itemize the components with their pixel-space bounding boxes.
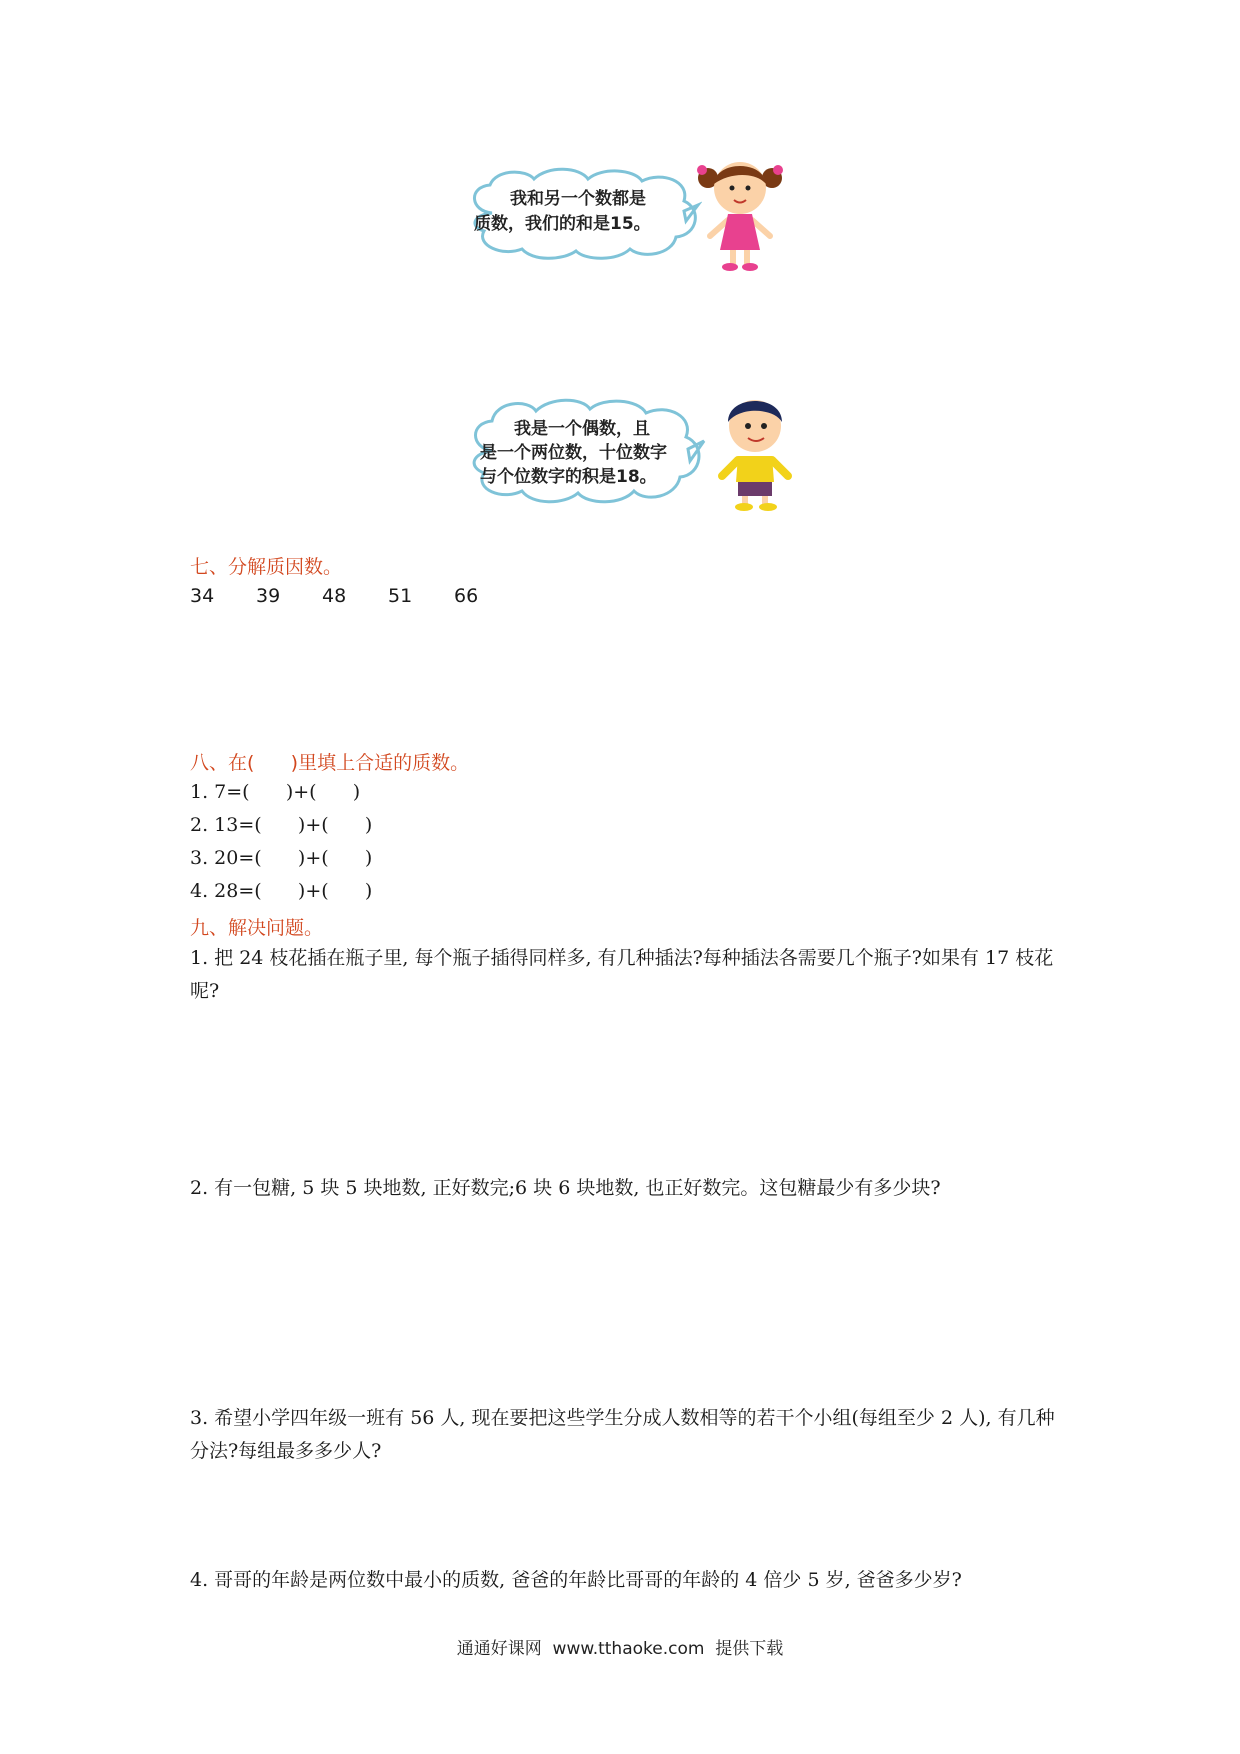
page-footer: 通通好课网 www.tthaoke.com 提供下载 [456, 1639, 784, 1659]
number-item: 34 [190, 585, 215, 607]
section-9-title: 九、解决问题。 [190, 917, 324, 939]
number-item: 66 [454, 585, 479, 607]
number-item: 51 [388, 585, 413, 607]
section-7-title: 七、分解质因数。 [190, 556, 343, 578]
bubble-line-2: 质数，我们的和是15。 [474, 214, 651, 234]
number-list [190, 585, 520, 607]
number-item: 48 [322, 585, 347, 607]
fill-item: 1. 7=( )+( ) [190, 781, 361, 803]
question-2: 2. 有一包糖, 5 块 5 块地数, 正好数完;6 块 6 块地数, 也正好数完。这包糖最少有多少块? [190, 1177, 941, 1199]
speech-bubble-boy [462, 395, 712, 507]
girl-illustration [690, 150, 790, 275]
fill-item: 4. 28=( )+( ) [190, 880, 373, 902]
question-3: 3. 希望小学四年级一班有 56 人, 现在要把这些学生分成人数相等的若干个小组(每组至少 2 人), 有几种分法?每组最多多少人? [190, 1407, 1055, 1462]
question-1: 1. 把 24 枝花插在瓶子里, 每个瓶子插得同样多, 有几种插法?每种插法各需要几个瓶子?如果有 17 枝花呢? [190, 947, 1054, 1002]
bubble-line-1: 我是一个偶数，且 [514, 419, 650, 439]
section-8-title: 八、在( )里填上合适的质数。 [190, 752, 470, 774]
bubble-line-3: 与个位数字的积是18。 [480, 467, 657, 487]
question-4: 4. 哥哥的年龄是两位数中最小的质数, 爸爸的年龄比哥哥的年龄的 4 倍少 5 岁, 爸爸多少岁? [190, 1569, 962, 1591]
boy-illustration [710, 390, 800, 515]
bubble-line-2: 是一个两位数，十位数字 [480, 443, 667, 463]
number-item: 39 [256, 585, 281, 607]
fill-item: 3. 20=( )+( ) [190, 847, 373, 869]
speech-bubble-girl [462, 165, 702, 261]
bubble-line-1: 我和另一个数都是 [510, 189, 646, 209]
fill-item: 2. 13=( )+( ) [190, 814, 373, 836]
